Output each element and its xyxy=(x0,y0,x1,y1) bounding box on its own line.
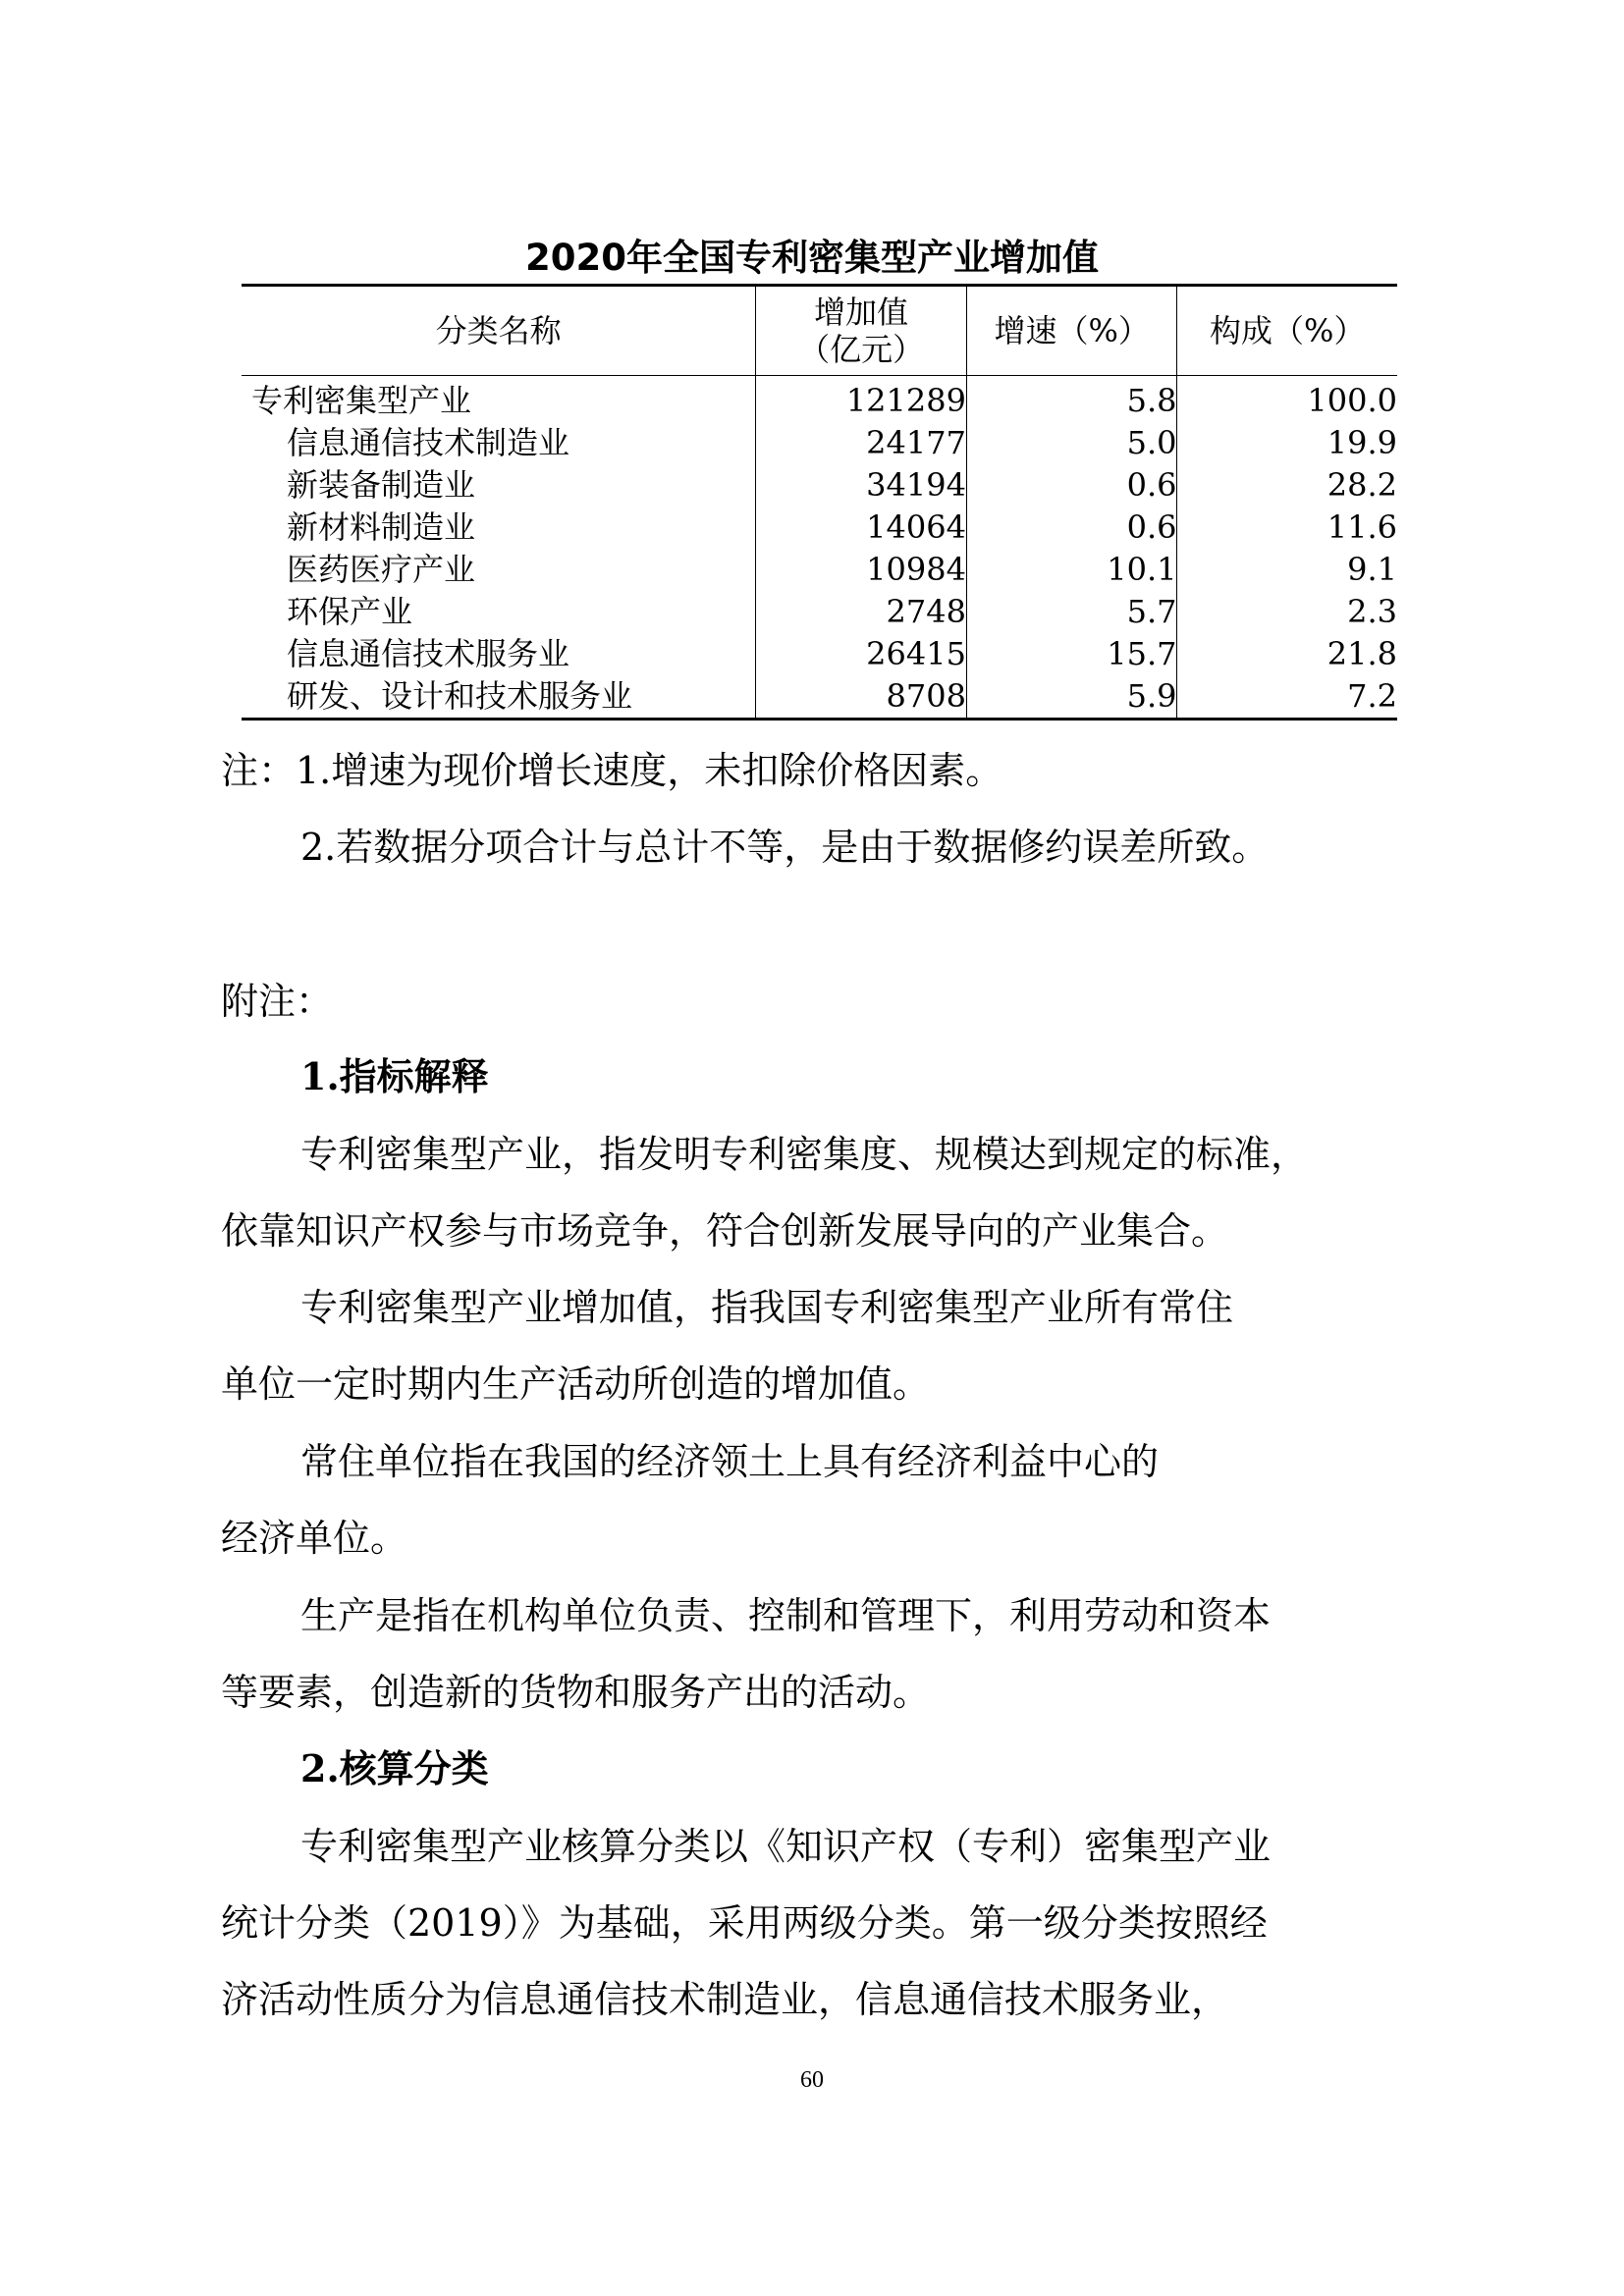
row-value: 14064 xyxy=(756,507,967,549)
header-growth: 增速（%） xyxy=(966,286,1177,376)
table-row xyxy=(242,464,1397,507)
row-share: 2.3 xyxy=(1347,593,1397,630)
paragraph-line: 统计分类（2019）》为基础，采用两级分类。第一级分类按照经 xyxy=(221,1901,1268,1945)
table-row xyxy=(242,549,1397,591)
row-growth: 5.0 xyxy=(966,422,1177,464)
row-name: 信息通信技术服务业 xyxy=(242,633,756,675)
paragraph-line: 专利密集型产业，指发明专利密集度、规模达到规定的标准， xyxy=(300,1133,1309,1176)
row-share: 9.1 xyxy=(1347,551,1397,588)
row-share: 7.2 xyxy=(1177,675,1397,720)
paragraph-line: 专利密集型产业核算分类以《知识产权（专利）密集型产业 xyxy=(300,1825,1272,1868)
table-row xyxy=(242,422,1397,464)
row-value: 34194 xyxy=(756,464,967,507)
table-title: 2020年全国专利密集型产业增加值 xyxy=(525,237,1099,279)
appendix-label: 附注： xyxy=(221,980,334,1023)
row-name: 专利密集型产业 xyxy=(242,376,756,423)
paragraph-line: 生产是指在机构单位负责、控制和管理下，利用劳动和资本 xyxy=(300,1594,1272,1637)
table-row xyxy=(242,591,1397,633)
table-row xyxy=(242,376,1397,423)
row-growth: 0.6 xyxy=(966,464,1177,507)
row-value: 121289 xyxy=(756,376,967,423)
row-growth: 0.6 xyxy=(966,507,1177,549)
header-category-name: 分类名称 xyxy=(242,286,756,376)
note-1: 注：1.增速为现价增长速度，未扣除价格因素。 xyxy=(221,749,1003,792)
paragraph-line: 等要素，创造新的货物和服务产出的活动。 xyxy=(221,1671,931,1714)
row-growth: 15.7 xyxy=(966,633,1177,675)
paragraph-line: 依靠知识产权参与市场竞争，符合创新发展导向的产业集合。 xyxy=(221,1209,1229,1253)
table-row xyxy=(242,675,1397,720)
header-share: 构成（%） xyxy=(1177,286,1397,376)
row-name: 新材料制造业 xyxy=(242,507,756,549)
row-value: 24177 xyxy=(756,422,967,464)
row-share: 28.2 xyxy=(1326,466,1397,504)
header-value xyxy=(756,286,967,376)
row-name: 信息通信技术制造业 xyxy=(242,422,756,464)
table-header-row xyxy=(242,286,1397,376)
row-name: 医药医疗产业 xyxy=(242,549,756,591)
row-value: 8708 xyxy=(756,675,967,720)
row-value: 2748 xyxy=(756,591,967,633)
page-number: 60 xyxy=(800,2067,824,2093)
paragraph-line: 单位一定时期内生产活动所创造的增加值。 xyxy=(221,1362,931,1406)
header-value-unit: （亿元） xyxy=(798,331,925,368)
row-name: 新装备制造业 xyxy=(242,464,756,507)
section-heading-indicators: 1.指标解释 xyxy=(300,1054,489,1098)
paragraph-line: 专利密集型产业增加值，指我国专利密集型产业所有常住 xyxy=(300,1286,1234,1329)
table-row xyxy=(242,633,1397,675)
row-growth: 5.9 xyxy=(966,675,1177,720)
row-value: 10984 xyxy=(756,549,967,591)
row-share: 11.6 xyxy=(1326,508,1397,546)
row-growth: 5.7 xyxy=(966,591,1177,633)
table-row xyxy=(242,507,1397,549)
row-growth: 10.1 xyxy=(966,549,1177,591)
row-share: 19.9 xyxy=(1326,424,1397,461)
row-name: 研发、设计和技术服务业 xyxy=(242,675,756,720)
row-share: 21.8 xyxy=(1326,635,1397,672)
note-2: 2.若数据分项合计与总计不等，是由于数据修约误差所致。 xyxy=(300,826,1270,869)
row-name: 环保产业 xyxy=(242,591,756,633)
industry-value-table xyxy=(242,284,1397,721)
row-growth: 5.8 xyxy=(966,376,1177,423)
row-value: 26415 xyxy=(756,633,967,675)
section-heading-classification: 2.核算分类 xyxy=(300,1746,489,1790)
row-share: 100.0 xyxy=(1307,382,1397,419)
header-value-line1: 增加值 xyxy=(814,294,909,331)
paragraph-line: 常住单位指在我国的经济领土上具有经济利益中心的 xyxy=(300,1440,1160,1483)
paragraph-line: 经济单位。 xyxy=(221,1517,408,1560)
paragraph-line: 济活动性质分为信息通信技术制造业，信息通信技术服务业， xyxy=(221,1978,1229,2021)
